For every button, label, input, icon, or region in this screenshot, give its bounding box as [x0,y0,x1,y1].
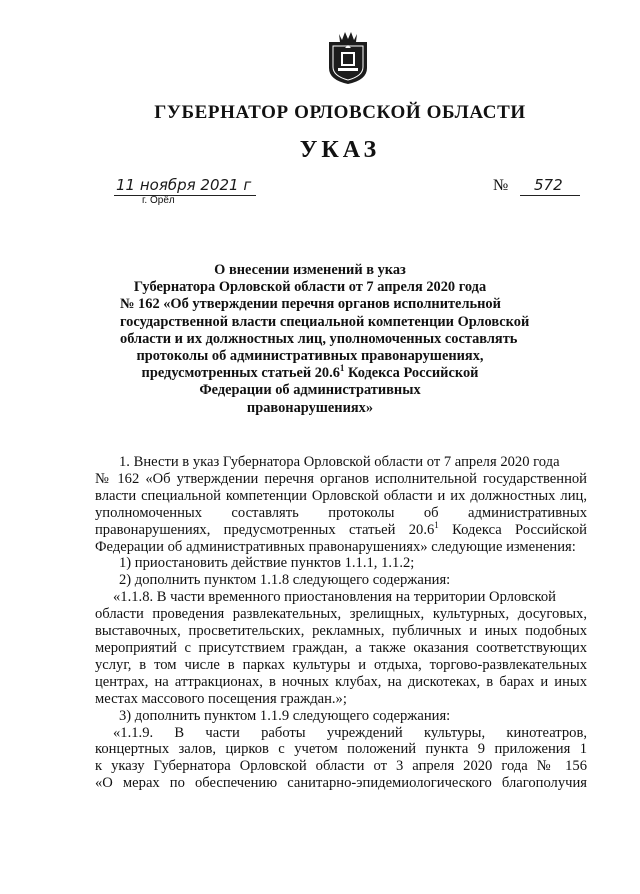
number-sign: № [493,177,509,194]
quote-line: выставочных, просветительских, рекламных, публичных и иных подобных [95,623,587,640]
date-underline [114,195,256,196]
subject-line: области и их должностных лиц, уполномоченных составлять [120,330,518,347]
subject-line [120,365,500,382]
list-item: 3) дополнить пунктом 1.1.9 следующего содержания: [119,707,451,724]
quote-line: «1.1.8. В части временного приостановления на территории Орловской [113,589,556,606]
city-label: г. Орёл [142,195,175,206]
subject-text: Кодекса Российской [344,365,479,382]
subject-line: О внесении изменений в указ [214,262,406,278]
paragraph-line: № 162 «Об утверждении перечня органов исполнительной государственной [95,470,587,487]
subject-line: Губернатора Орловской области от 7 апреля 2020 года [133,279,487,296]
paragraph-line: власти специальной компетенции Орловской области и их должностных лиц, [95,487,587,504]
list-item: 2) дополнить пунктом 1.1.8 следующего содержания: [119,572,451,589]
subject-line: № 162 «Об утверждении перечня органов исполнительной [120,296,501,313]
paragraph-line: Федерации об административных правонарушениях» следующие изменения: [95,538,576,555]
document-type-heading: УКАЗ [299,137,381,163]
quote-line: центрах, на аттракционах, в ночных клубах, на дискотеках, в барах и иных [95,673,587,690]
superscript: 1 [339,363,345,374]
handwritten-date: 11 ноября 2021 г [116,176,252,194]
subject-line: протоколы об административных правонарушениях, [136,348,484,365]
quote-line: «О мерах по обеспечению санитарно-эпидемиологического благополучия [95,775,587,792]
number-underline [520,195,580,196]
subject-line: правонарушениях» [246,399,374,416]
list-item: 1) приостановить действие пунктов 1.1.1, 1.1.2; [119,555,415,572]
quote-line: «1.1.9. В части работы учреждений культуры, кинотеатров, [113,724,587,741]
decree-body [95,454,587,792]
decree-subject [120,262,530,417]
quote-line: области проведения развлекательных, зрелищных, культурных, досуговых, [95,606,587,623]
paragraph-text: Кодекса Российской [438,521,587,538]
subject-line: Федерации об административных [199,382,421,399]
quote-line: мероприятий с присутствием граждан, а также оказания соответствующих [95,639,587,656]
paragraph-line: 1. Внести в указ Губернатора Орловской области от 7 апреля 2020 года [119,454,560,470]
subject-text: предусмотренных статьей 20.6 [141,365,340,382]
quote-line: услуг, в том числе в парках культуры и отдыха, торгово-развлекательных [95,656,587,673]
paragraph-line: уполномоченных составлять протоколы об административных [95,504,587,521]
coat-of-arms-icon [325,28,371,86]
handwritten-number: 572 [534,176,563,194]
paragraph-line [95,519,587,539]
quote-line: к указу Губернатора Орловской области от 3 апреля 2020 года № 156 [95,758,587,775]
subject-line: государственной власти специальной компетенции Орловской [120,313,530,330]
quote-line: концертных залов, цирков с учетом положений пункта 9 приложения 1 [95,741,587,758]
quote-line: местах массового посещения граждан.»; [95,690,347,707]
paragraph-text: правонарушениях, предусмотренных статьей 20.6 [95,521,435,538]
superscript: 1 [434,519,439,530]
issuer-heading: ГУБЕРНАТОР ОРЛОВСКОЙ ОБЛАСТИ [154,102,526,123]
